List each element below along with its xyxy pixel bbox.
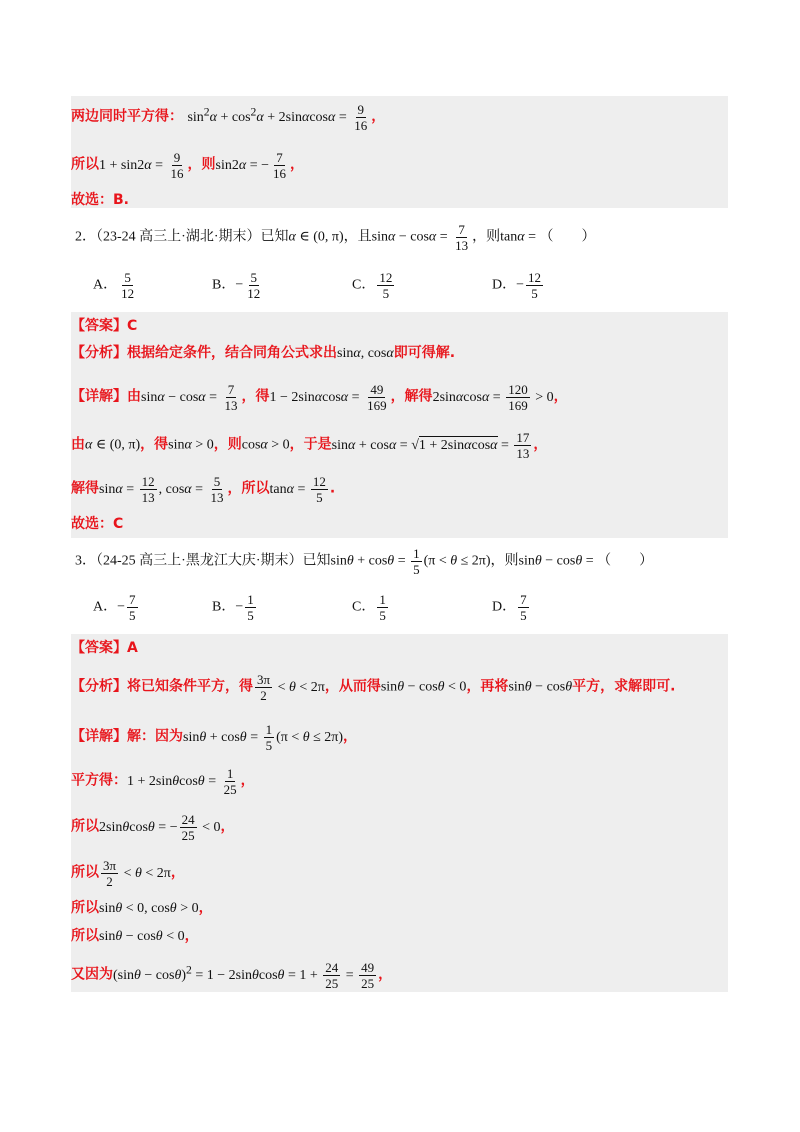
question-2: 2．（23-24 高三上·湖北·期末）已知α ∈ (0, π)，且sinα − cosα = $\frac{7}{13}$ ，则tanα = （ ） (75, 222, 596, 253)
q3-option-d[interactable]: D． $\frac{7}{5}$ (492, 592, 527, 623)
q2-option-d[interactable]: D．− $\frac{12}{5}$ (492, 270, 542, 301)
q2-option-b[interactable]: B．− $\frac{5}{12}$ (212, 270, 261, 301)
q3-answer: 【答案】A (71, 640, 138, 656)
q2-detail-3: 解得sinα = $\frac{12}{13}$ , cosα = $\frac{5}{13}$ ，所以tanα = $\frac{12}{5}$ . (71, 474, 336, 505)
q3-detail-3: 所以2sinθcosθ = − $\frac{24}{25}$ < 0， (71, 812, 235, 843)
q2-option-c[interactable]: C． $\frac{12}{5}$ (352, 270, 393, 301)
q2-analysis: 【分析】根据给定条件，结合同角公式求出sinα, cosα即可得解. (71, 345, 456, 361)
q3-option-a[interactable]: A．− $\frac{7}{5}$ (93, 592, 136, 623)
q2-final: 故选：C (71, 516, 124, 532)
q3-detail-5: 所以sinθ < 0, cosθ > 0， (71, 900, 213, 916)
q2-detail-2: 由α ∈ (0, π)，得sinα > 0，则cosα > 0，于是sinα + cosα = √1 + 2sinαcosα = $\frac{17}{13}$ ， (71, 430, 548, 461)
block1-answer: 故选：B. (71, 192, 129, 208)
q3-detail-7: 又因为$(\sin\theta - \cos\theta)^2 = 1 - 2\sin\theta\cos\theta = 1$ + $\frac{24}{25}$ = $\frac{49}{25}$ ， (71, 960, 393, 991)
q3-detail-1: 【详解】解：因为sinθ + cosθ = $\frac{1}{5}$ (π < θ ≤ 2π)， (71, 722, 358, 753)
q3-detail-4: 所以 $\frac{3\pi}{2}$ < θ < 2π， (71, 858, 185, 889)
q3-detail-6: 所以sinθ − cosθ < 0， (71, 928, 199, 944)
q2-answer: 【答案】C (71, 318, 138, 334)
q3-detail-2: 平方得：1 + 2sinθcosθ = $\frac{1}{25}$ ， (71, 766, 255, 797)
q3-option-b[interactable]: B．− $\frac{1}{5}$ (212, 592, 254, 623)
q3-analysis: 【分析】将已知条件平方，得 $\frac{3\pi}{2}$ < θ < 2π，从而得sinθ − cosθ < 0，再将sinθ − cosθ平方，求解即可. (71, 672, 676, 703)
question-3: 3．（24-25 高三上·黑龙江大庆·期末）已知sinθ + cosθ = $\frac{1}{5}$ (π < θ ≤ 2π)，则sinθ − cosθ = （ ） (75, 546, 654, 577)
block1-line-1: 两边同时平方得： $\sin^2\alpha + \cos^2\alpha + 2\sin\alpha\cos\alpha$ = $\frac{9}{16}$ ， (71, 102, 386, 133)
q2-option-a[interactable]: A． $\frac{5}{12}$ (93, 270, 135, 301)
q3-option-c[interactable]: C． $\frac{1}{5}$ (352, 592, 386, 623)
block1-line-2: 所以1 + sin2α = $\frac{9}{16}$ ，则sin2α = − $\frac{7}{16}$ ， (71, 150, 304, 181)
formula: $\sin^2\alpha + \cos^2\alpha + 2\sin\alpha\cos\alpha$ = $\frac{9}{16}$ (187, 102, 368, 133)
q2-detail-1: 【详解】由sinα − cosα = $\frac{7}{13}$ ，得1 − 2sinαcosα = $\frac{49}{169}$ ，解得2sinαcosα = $\frac{120}{169}$ > 0， (71, 382, 568, 413)
